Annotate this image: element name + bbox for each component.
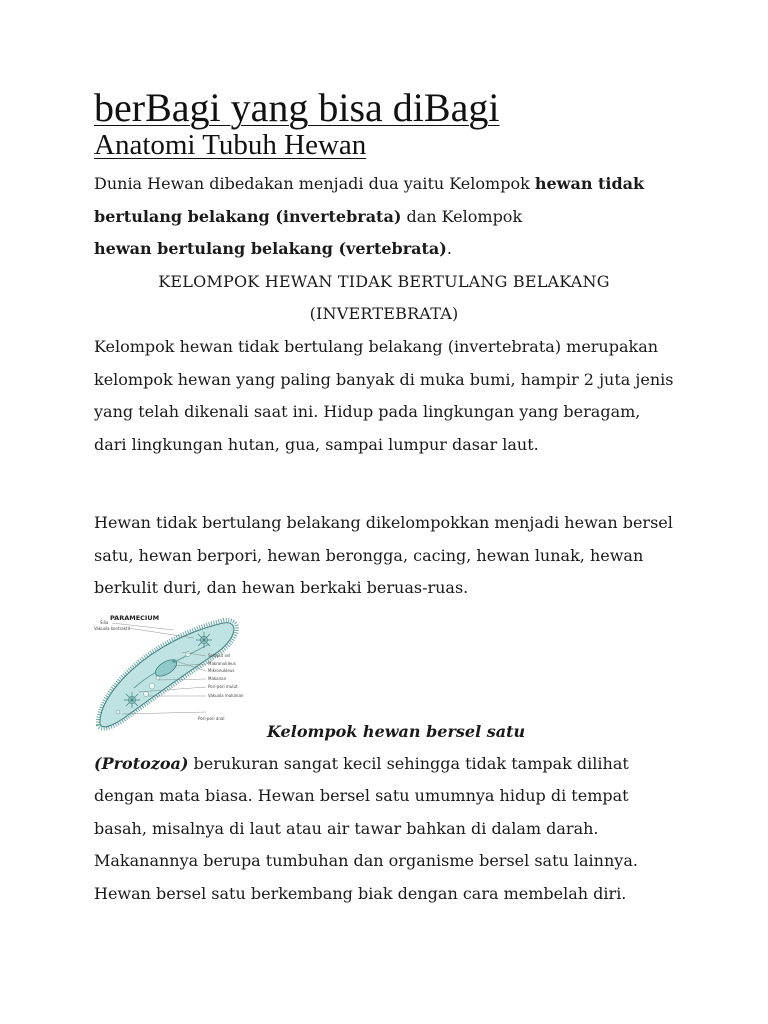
paramecium-illustration — [94, 608, 244, 736]
groups-paragraph: Hewan tidak bertulang belakang dikelompokkan menjadi hewan bersel satu, hewan berpori, hewan berongga, cacing, hewan lunak, hewan berkulit duri, dan hewan berkaki beruas-ruas. — [94, 513, 673, 598]
paramecium-figure — [94, 608, 244, 736]
blog-title[interactable]: berBagi yang bisa diBagi — [94, 85, 500, 130]
label-makanan: Makanan — [208, 676, 227, 681]
intro-paragraph — [94, 168, 674, 266]
intro-bold-vertebrata: hewan bertulang belakang (vertebrata) — [94, 239, 447, 259]
protozoa-lead: (Protozoa) — [94, 754, 189, 773]
post-title[interactable]: Anatomi Tubuh Hewan — [94, 129, 367, 161]
label-mikronukleus: Mikronukleus — [208, 668, 235, 673]
intro-text-2: dan Kelompok — [401, 206, 523, 226]
label-vakuola-kontraktil: Vakuola kontraktil — [94, 626, 130, 631]
invertebrata-paragraph: Kelompok hewan tidak bertulang belakang (invertebrata) merupakan kelompok hewan yang paling banyak di muka bumi, hampir 2 juta jenis yang telah dikenali saat ini. Hidup pada lingkungan yang beragam, dari lingkungan hutan, gua, sampai lumpur dasar laut. — [94, 337, 674, 454]
intro-text-1: Dunia Hewan dibedakan menjadi dua yaitu Kelompok — [94, 174, 535, 193]
protozoa-paragraph — [94, 748, 674, 910]
label-makronukleus: Makronukleus — [208, 661, 236, 666]
label-selaput-sel: Selaput sel — [208, 653, 231, 658]
figure-caption: Kelompok hewan bersel satu — [267, 722, 526, 741]
contractile-vacuole-back — [124, 692, 140, 708]
section-heading-line-2: (INVERTEBRATA) — [309, 304, 459, 323]
protozoa-text: berukuran sangat kecil sehingga tidak tampak dilihat dengan mata biasa. Hewan bersel satu umumnya hidup di tempat basah, misalnya di laut atau air tawar bahkan di dalam darah. Makanannya berupa tumbuhan dan organisme bersel satu lainnya. Hewan bersel satu berkembang biak dengan cara membelah diri. — [94, 754, 638, 903]
intro-text-3: . — [446, 239, 452, 259]
intro-bold-invertebrata: hewan tidak bertulang belakang (invertebrata) — [94, 174, 645, 226]
figure-title: PARAMECIUM — [110, 614, 160, 622]
label-silia: Silia — [100, 620, 109, 625]
section-heading — [94, 266, 674, 330]
label-vakuola-makanan: Vakuola makanan — [208, 693, 244, 698]
section-heading-line-1: KELOMPOK HEWAN TIDAK BERTULANG BELAKANG — [158, 272, 610, 291]
label-pori-pori-anal: Pori-pori anal — [198, 716, 225, 721]
micronucleus — [172, 659, 176, 663]
contractile-vacuole-front — [196, 632, 212, 648]
label-pori-pori-mulut: Pori-pori mulut — [208, 684, 238, 689]
